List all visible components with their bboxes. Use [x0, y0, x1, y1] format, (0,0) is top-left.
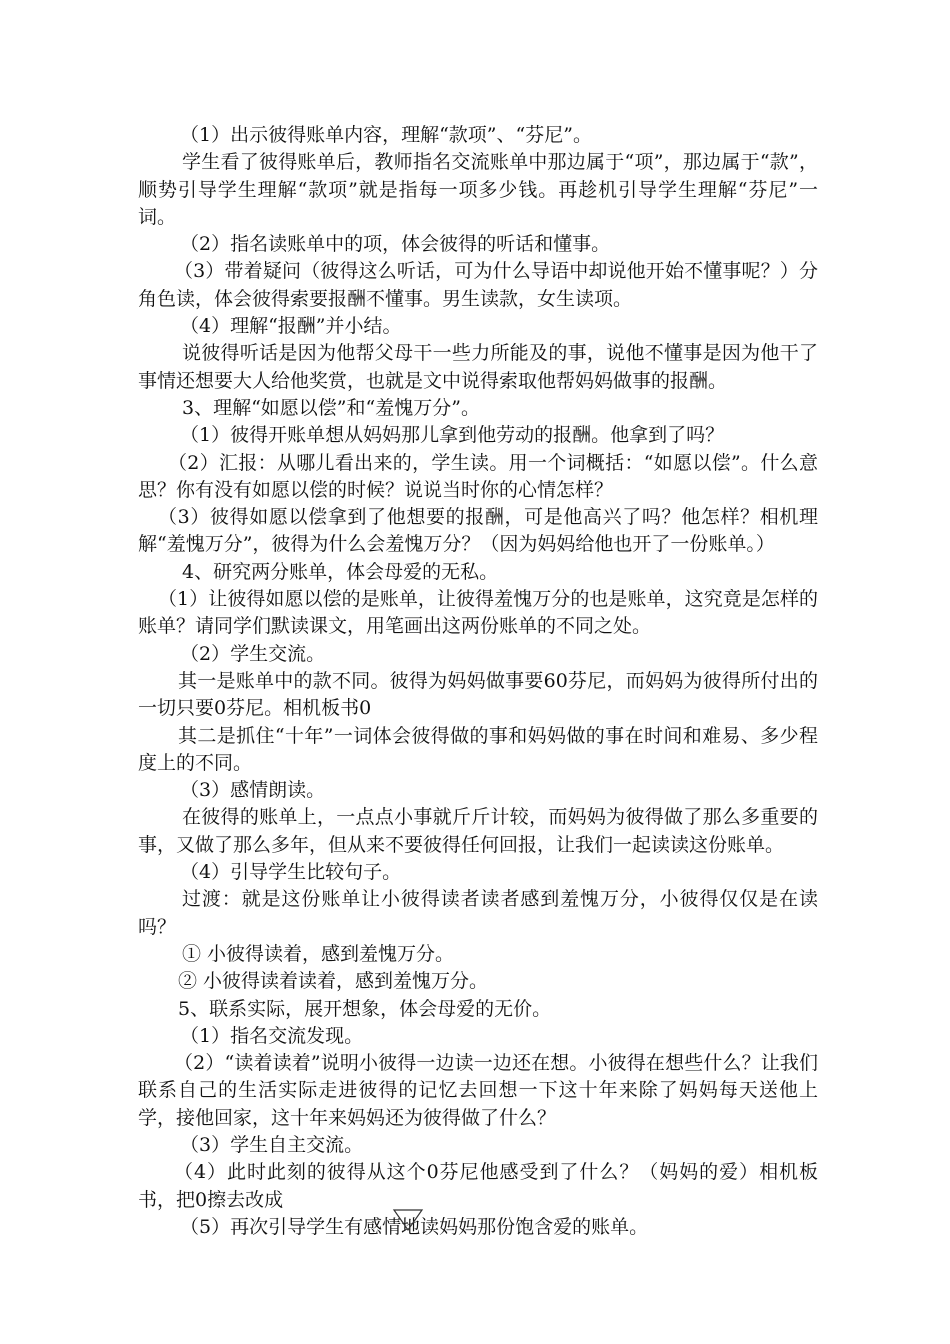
paragraph: 说彼得听话是因为他帮父母干一些力所能及的事，说他不懂事是因为他干了事情还想要大人给他奖赏，也就是文中说得索取他帮妈妈做事的报酬。	[138, 342, 818, 392]
triangle-down-icon	[392, 1208, 424, 1232]
paragraph: 其一是账单中的款不同。彼得为妈妈做事要60芬尼，而妈妈为彼得所付出的一切只要0芬尼。相机板书0	[138, 669, 818, 720]
example-sentence: ② 小彼得读着读着，感到羞愧万分。	[178, 970, 489, 993]
paragraph: （3）感情朗读。	[180, 779, 326, 802]
paragraph: （2）汇报：从哪儿看出来的，学生读。用一个词概括：“如愿以偿”。什么意思？你有没有如愿以偿的时候？说说当时你的心情怎样？	[138, 451, 818, 501]
paragraph: （1）彼得开账单想从妈妈那儿拿到他劳动的报酬。他拿到了吗？	[180, 424, 725, 447]
paragraph: （3）带着疑问（彼得这么听话，可为什么导语中却说他开始不懂事呢？）分角色读，体会彼得索要报酬不懂事。男生读款，女生读项。	[138, 260, 818, 310]
paragraph: 学生看了彼得账单后，教师指名交流账单中那边属于“项”，那边属于“款”，顺势引导学生理解“款项”就是指每一项多少钱。再趁机引导学生理解“芬尼”一词。	[138, 151, 818, 228]
paragraph: （5）再次引导学生有感情地读妈妈那份饱含爱的账单。	[180, 1215, 649, 1238]
paragraph: （2）“读着读着”说明小彼得一边读一边还在想。小彼得在想些什么？让我们联系自己的生活实际走进彼得的记忆去回想一下这十年来除了妈妈每天送他上学，接他回家，这十年来妈妈还为彼得做了什么？	[138, 1052, 818, 1129]
lesson-text	[138, 122, 818, 1241]
paragraph: （2）学生交流。	[180, 642, 326, 665]
paragraph: （4）引导学生比较句子。	[180, 861, 402, 884]
paragraph: （1）让彼得如愿以偿的是账单，让彼得羞愧万分的也是账单，这究竟是怎样的账单？请同学们默读课文，用笔画出这两份账单的不同之处。	[138, 588, 818, 638]
paragraph: 其二是抓住“十年”一词体会彼得做的事和妈妈做的事在时间和难易、多少程度上的不同。	[138, 724, 818, 774]
paragraph: （1）指名交流发现。	[180, 1024, 364, 1047]
example-sentence: ① 小彼得读着，感到羞愧万分。	[182, 942, 455, 965]
paragraph: （3）学生自主交流。	[180, 1133, 364, 1156]
paragraph: （4）理解“报酬”并小结。	[180, 315, 402, 338]
paragraph: （2）指名读账单中的项，体会彼得的听话和懂事。	[180, 233, 611, 256]
section-heading: 4、研究两分账单，体会母爱的无私。	[182, 560, 499, 583]
paragraph: 在彼得的账单上，一点点小事就斤斤计较，而妈妈为彼得做了那么多重要的事，又做了那么多年，但从来不要彼得任何回报，让我们一起读读这份账单。	[138, 806, 818, 856]
paragraph: （1）出示彼得账单内容，理解“款项”、“芬尼”。	[180, 124, 592, 146]
paragraph: （3）彼得如愿以偿拿到了他想要的报酬，可是他高兴了吗？他怎样？相机理解“羞愧万分”，彼得为什么会羞愧万分？（因为妈妈给他也开了一份账单。）	[138, 506, 818, 556]
section-heading: 5、联系实际，展开想象，体会母爱的无价。	[178, 997, 552, 1020]
section-heading: 3、理解“如愿以偿”和“羞愧万分”。	[182, 396, 480, 419]
paragraph: （4）此时此刻的彼得从这个0芬尼他感受到了什么？（妈妈的爱）相机板书，把0擦去改成	[138, 1161, 818, 1211]
paragraph: 过渡：就是这份账单让小彼得读者读者感到羞愧万分，小彼得仅仅是在读吗？	[138, 888, 818, 938]
